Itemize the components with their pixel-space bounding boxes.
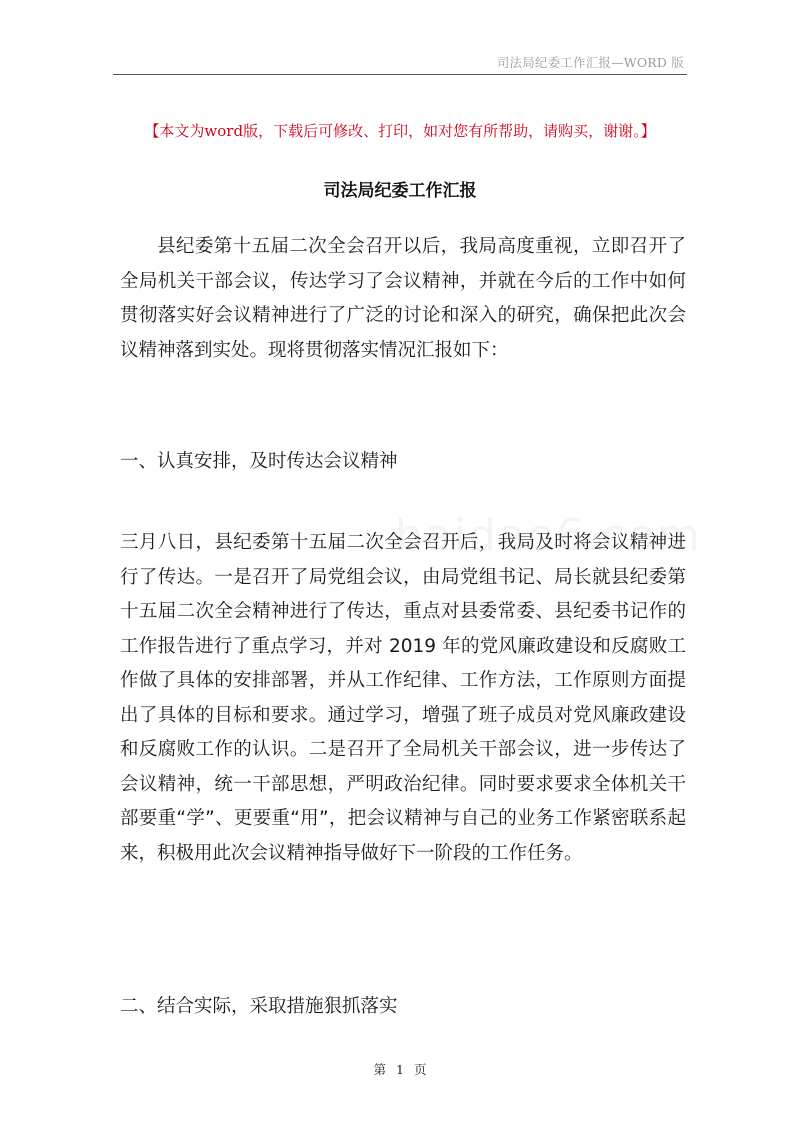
- header-divider: [113, 74, 687, 75]
- page-footer: [0, 1060, 800, 1078]
- page-label-suffix: 页: [413, 1062, 427, 1077]
- page-label-prefix: 第: [373, 1062, 387, 1077]
- running-header: 司法局纪委工作汇报—WORD 版: [496, 55, 684, 70]
- section-heading-1: 一、认真安排，及时传达会议精神: [120, 451, 398, 472]
- section-body-1: 三月八日，县纪委第十五届二次全会召开后，我局及时将会议精神进行了传达。一是召开了局党组会议，由局党组书记、局长就县纪委第十五届二次全会精神进行了传达，重点对县委常委、县纪委书记作的工作报告进行了重点学习，并对 2019 年的党风廉政建设和反腐败工作做了具体的安排部署，并从工作纪律、工作方法，工作原则方面提出了具体的目标和要求。通过学习，增强了班子成员对党风廉政建设和反腐败工作的认识。二是召开了全局机关干部会议，进一步传达了会议精神，统一干部思想，严明政治纪律。同时要求要求全体机关干部要重“学”、更要重“用”，把会议精神与自己的业务工作紧密联系起来，积极用此次会议精神指导做好下一阶段的工作任务。: [120, 532, 686, 864]
- page-number: 1: [396, 1062, 404, 1077]
- intro-paragraph: 县纪委第十五届二次全会召开以后，我局高度重视，立即召开了全局机关干部会议，传达学习了会议精神，并就在今后的工作中如何贯彻落实好会议精神进行了广泛的讨论和深入的研究，确保把此次会议精神落到实处。现将贯彻落实情况汇报如下：: [120, 236, 686, 361]
- section-heading-2: 二、结合实际，采取措施狠抓落实: [120, 996, 398, 1017]
- purchase-notice: 【本文为word版，下载后可修改、打印，如对您有所帮助，请购买，谢谢。】: [144, 122, 656, 140]
- document-title: 司法局纪委工作汇报: [323, 181, 477, 201]
